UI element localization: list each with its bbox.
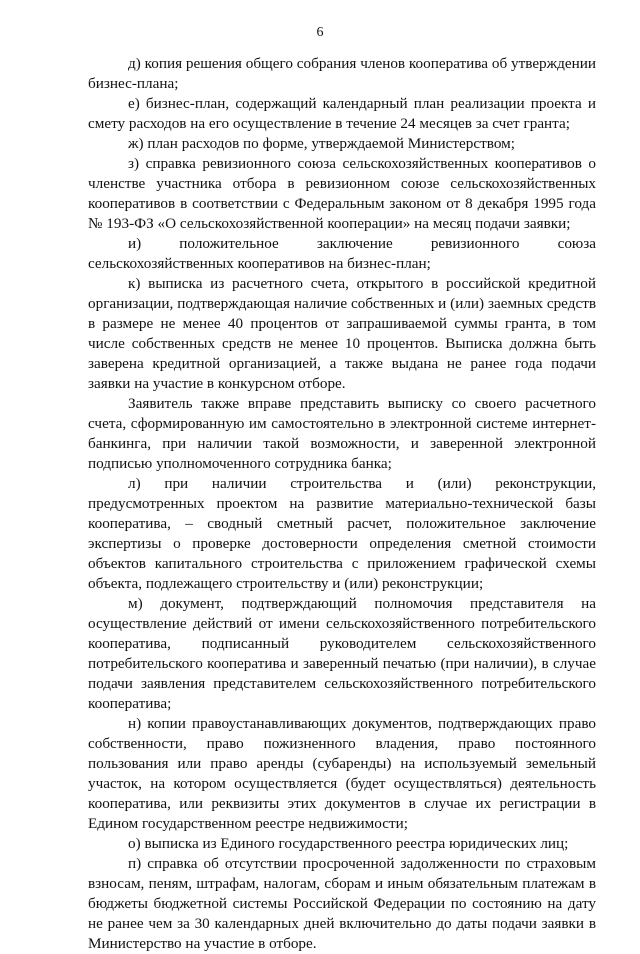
paragraph-l: л) при наличии строительства и (или) реконструкции, предусмотренных проектом на развитие материально-технической базы кооператива, – сводный сметный расчет, положительное заключение экспертизы о проверке достоверности определения сметной стоимости объектов капитального строительства с приложением графической схемы объекта, подлежащего строительству и (или) реконструкции; [88, 475, 596, 592]
paragraph-n: н) копии правоустанавливающих документов, подтверждающих право собственности, право пожизненного владения, право постоянного пользования или право аренды (субаренды) на используемый земельный участок, на котором осуществляется (будет осуществляться) деятельность кооператива, или реквизиты этих документов в случае их регистрации в Едином государственном реестре недвижимости; [88, 715, 596, 832]
paragraph-o: о) выписка из Единого государственного реестра юридических лиц; [128, 835, 569, 852]
paragraph-p: п) справка об отсутствии просроченной задолженности по страховым взносам, пеням, штрафам, налогам, сборам и иным обязательным платежам в бюджеты бюджетной системы Российской Федерации по состоянию на дату не ранее чем за 30 календарных дней включительно до даты подачи заявки в Министерство на участие в отборе. [88, 855, 596, 952]
paragraph-applicant-note: Заявитель также вправе представить выписку со своего расчетного счета, сформированную им самостоятельно в электронной системе интернет-банкинга, при наличии такой возможности, и заверенной электронной подписью уполномоченного сотрудника банка; [88, 395, 596, 472]
paragraph-e: е) бизнес-план, содержащий календарный план реализации проекта и смету расходов на его осуществление в течение 24 месяцев за счет гранта; [88, 95, 596, 132]
paragraph-d: д) копия решения общего собрания членов кооператива об утверждении бизнес-плана; [88, 55, 596, 92]
paragraph-m: м) документ, подтверждающий полномочия представителя на осуществление действий от имени сельскохозяйственного потребительского кооператива, подписанный руководителем сельскохозяйственного потребительского кооператива и заверенный печатью (при наличии), в случае подачи заявления представителем сельскохозяйственного потребительского кооператива; [88, 595, 596, 712]
paragraph-z: з) справка ревизионного союза сельскохозяйственных кооперативов о членстве участника отбора в ревизионном союзе сельскохозяйственных кооперативов в соответствии с Федеральным законом от 8 декабря 1995 года № 193-ФЗ «О сельскохозяйственной кооперации» на месяц подачи заявки; [88, 155, 596, 232]
page-number: 6 [316, 25, 324, 40]
paragraph-k: к) выписка из расчетного счета, открытого в российской кредитной организации, подтверждающая наличие собственных и (или) заемных средств в размере не менее 40 процентов от запрашиваемой суммы гранта, в том числе собственных средств не менее 10 процентов. Выписка должна быть заверена кредитной организацией, а также выдана не ранее года подачи заявки на участие в конкурсном отборе. [88, 275, 596, 392]
paragraph-i: и) положительное заключение ревизионного союза сельскохозяйственных кооперативов на бизнес-план; [88, 235, 596, 272]
paragraph-zh: ж) план расходов по форме, утверждаемой Министерством; [128, 135, 515, 152]
document-body [88, 54, 596, 954]
